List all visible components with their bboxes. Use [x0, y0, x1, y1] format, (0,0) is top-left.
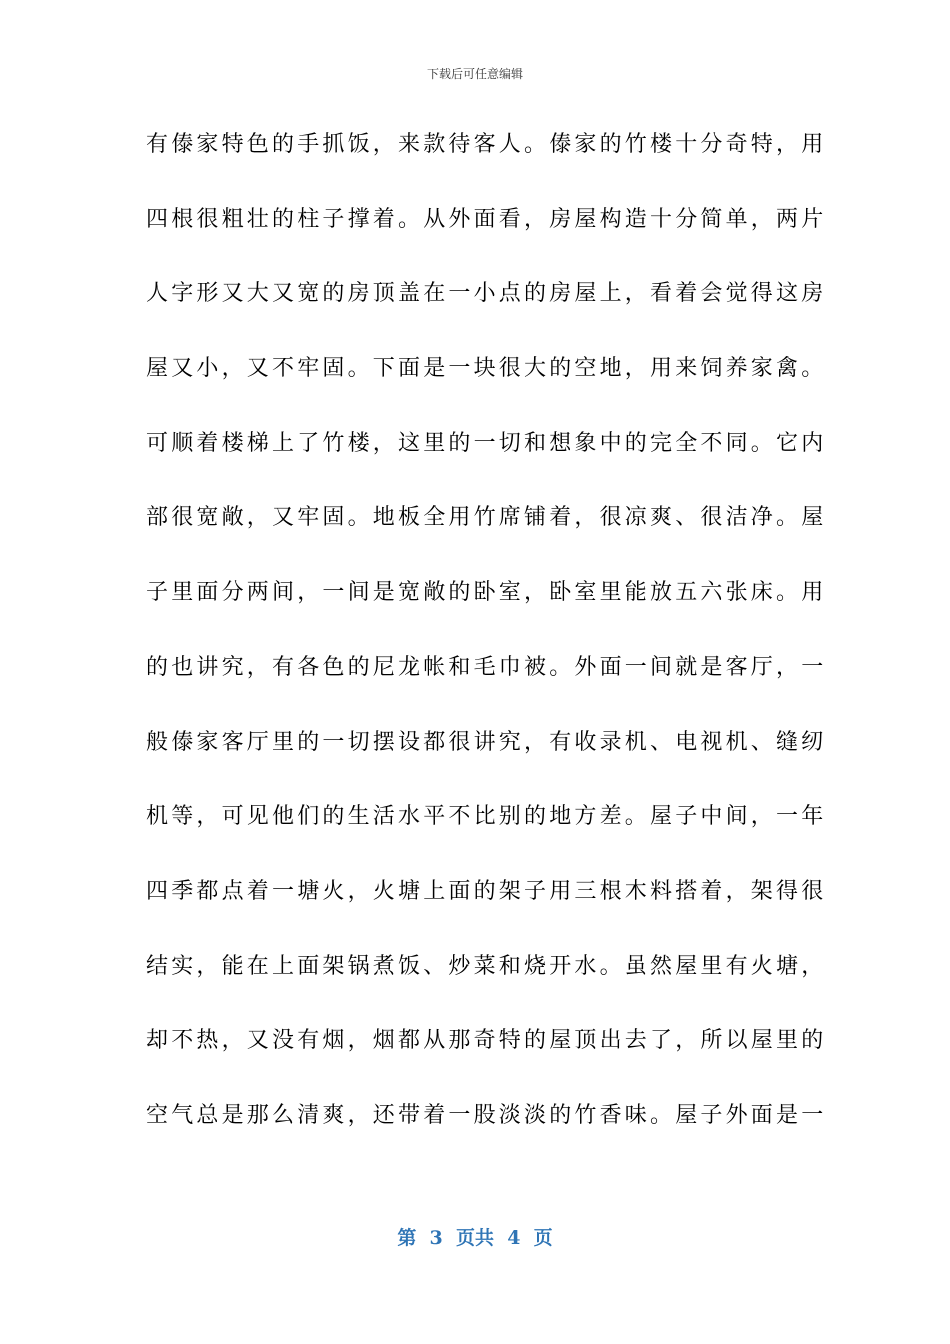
text-line: 人字形又大又宽的房顶盖在一小点的房屋上，看着会觉得这房 — [146, 281, 827, 307]
text-line: 有傣家特色的手抓饭，来款待客人。傣家的竹楼十分奇特，用 — [146, 132, 827, 157]
text-line: 的也讲究，有各色的尼龙帐和毛巾被。外面一间就是客厅，一 — [146, 654, 827, 680]
text-line: 般傣家客厅里的一切摆设都很讲究，有收录机、电视机、缝纫 — [146, 729, 827, 755]
text-line: 子里面分两间，一间是宽敞的卧室，卧室里能放五六张床。用 — [146, 580, 827, 606]
body-text — [146, 120, 827, 1166]
text-line: 空气总是那么清爽，还带着一股淡淡的竹香味。屋子外面是一 — [146, 1102, 827, 1128]
text-line: 屋又小，又不牢固。下面是一块很大的空地，用来饲养家禽。 — [146, 356, 827, 382]
text-line: 部很宽敞，又牢固。地板全用竹席铺着，很凉爽、很洁净。屋 — [146, 505, 827, 531]
text-line: 可顺着楼梯上了竹楼，这里的一切和想象中的完全不同。它内 — [146, 430, 827, 456]
text-line: 结实，能在上面架锅煮饭、炒菜和烧开水。虽然屋里有火塘， — [146, 953, 827, 979]
page-header: 下载后可任意编辑 — [426, 67, 523, 81]
text-line: 机等，可见他们的生活水平不比别的地方差。屋子中间，一年 — [146, 804, 827, 830]
text-line: 四季都点着一塘火，火塘上面的架子用三根木料搭着，架得很 — [146, 878, 827, 904]
text-line: 却不热，又没有烟，烟都从那奇特的屋顶出去了，所以屋里的 — [146, 1028, 827, 1054]
text-line: 四根很粗壮的柱子撑着。从外面看，房屋构造十分简单，两片 — [146, 206, 827, 232]
page-number-footer: 第 3 页共 4 页 — [397, 1227, 553, 1249]
